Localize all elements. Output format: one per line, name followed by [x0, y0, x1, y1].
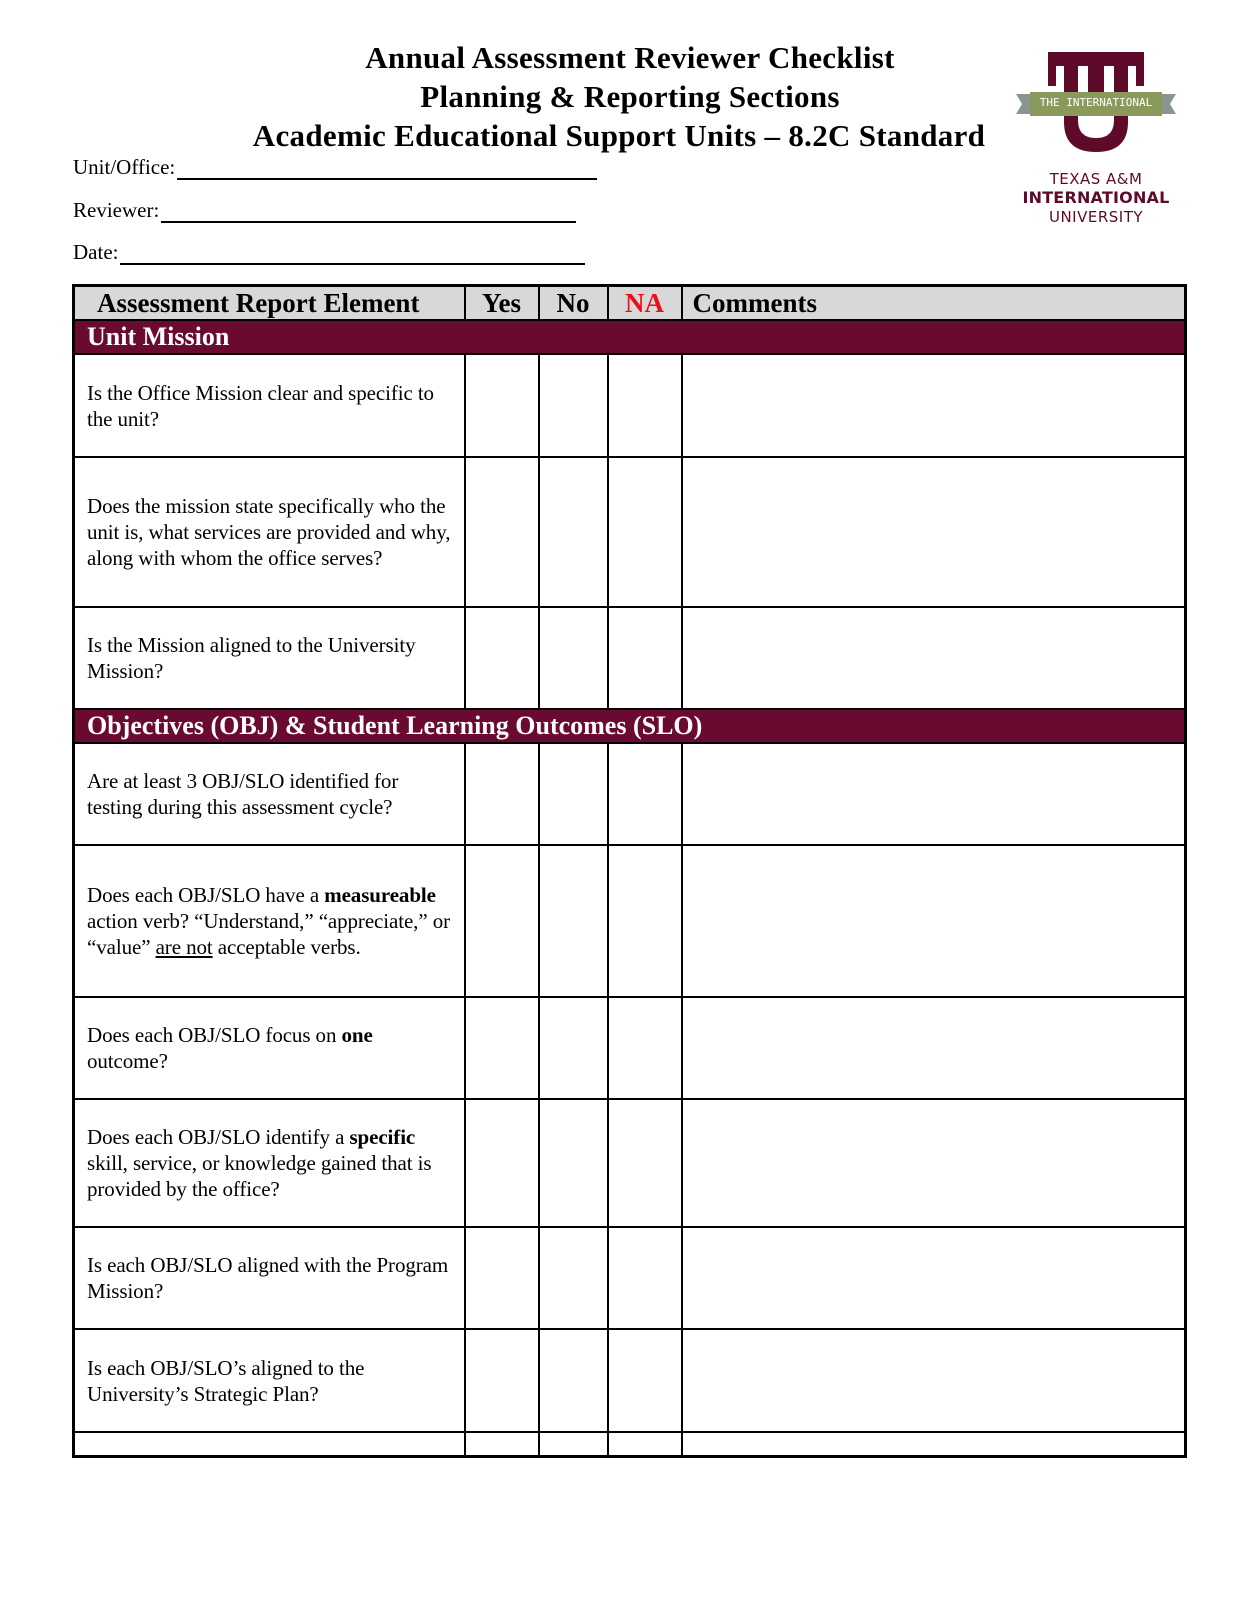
yes-cell[interactable] [465, 354, 539, 457]
no-cell[interactable] [539, 1227, 608, 1329]
question-cell: Does each OBJ/SLO have a measureable action verb? “Understand,” “appreciate,” or “value” are not acceptable verbs. [74, 845, 465, 997]
na-cell[interactable] [608, 1329, 682, 1432]
table-row [74, 457, 1186, 607]
comments-cell[interactable] [682, 1432, 1186, 1456]
comments-cell[interactable] [682, 1099, 1186, 1227]
question-cell: Is each OBJ/SLO’s aligned to the University’s Strategic Plan? [74, 1329, 465, 1432]
comments-cell[interactable] [682, 457, 1186, 607]
question-cell [74, 1432, 465, 1456]
comments-cell[interactable] [682, 845, 1186, 997]
section-title: Unit Mission [74, 320, 1186, 354]
comments-cell[interactable] [682, 1227, 1186, 1329]
no-cell[interactable] [539, 743, 608, 845]
comments-cell[interactable] [682, 354, 1186, 457]
title-line-3: Academic Educational Support Units – 8.2C Standard [252, 118, 986, 153]
yes-cell[interactable] [465, 1099, 539, 1227]
no-cell[interactable] [539, 1432, 608, 1456]
na-cell[interactable] [608, 1099, 682, 1227]
section-row-objectives [74, 709, 1186, 743]
na-cell[interactable] [608, 354, 682, 457]
logo-text-line-2: INTERNATIONAL [1022, 188, 1170, 207]
title-line-1: Annual Assessment Reviewer Checklist [365, 40, 895, 75]
document-title [200, 38, 1060, 155]
yes-cell[interactable] [465, 997, 539, 1099]
question-cell: Does the mission state specifically who the unit is, what services are provided and why, along with whom the office serves? [74, 457, 465, 607]
comments-cell[interactable] [682, 997, 1186, 1099]
yes-cell[interactable] [465, 743, 539, 845]
no-cell[interactable] [539, 997, 608, 1099]
na-cell[interactable] [608, 845, 682, 997]
no-cell[interactable] [539, 845, 608, 997]
table-row [74, 845, 1186, 997]
title-line-2: Planning & Reporting Sections [420, 79, 840, 114]
yes-cell[interactable] [465, 1329, 539, 1432]
question-cell: Is the Mission aligned to the University Mission? [74, 607, 465, 709]
unit-office-label: Unit/Office: [73, 155, 176, 179]
emphasis-underline: are not [155, 935, 213, 959]
table-row [74, 997, 1186, 1099]
table-row [74, 1099, 1186, 1227]
question-cell: Is each OBJ/SLO aligned with the Program Mission? [74, 1227, 465, 1329]
question-cell: Are at least 3 OBJ/SLO identified for testing during this assessment cycle? [74, 743, 465, 845]
emphasis-bold: one [341, 1023, 373, 1047]
na-cell[interactable] [608, 997, 682, 1099]
na-cell[interactable] [608, 743, 682, 845]
header-comments: Comments [682, 286, 1186, 321]
question-cell: Does each OBJ/SLO identify a specific skill, service, or knowledge gained that is provided by the office? [74, 1099, 465, 1227]
table-row [74, 607, 1186, 709]
header-yes: Yes [465, 286, 539, 321]
question-cell: Does each OBJ/SLO focus on one outcome? [74, 997, 465, 1099]
header-element: Assessment Report Element [74, 286, 465, 321]
section-title: Objectives (OBJ) & Student Learning Outcomes (SLO) [74, 709, 1186, 743]
unit-office-line[interactable] [177, 158, 597, 180]
date-line[interactable] [120, 243, 585, 265]
yes-cell[interactable] [465, 845, 539, 997]
section-row-unit-mission [74, 320, 1186, 354]
table-row-empty [74, 1432, 1186, 1456]
na-cell[interactable] [608, 1432, 682, 1456]
question-cell: Is the Office Mission clear and specific to the unit? [74, 354, 465, 457]
no-cell[interactable] [539, 457, 608, 607]
comments-cell[interactable] [682, 1329, 1186, 1432]
no-cell[interactable] [539, 1099, 608, 1227]
no-cell[interactable] [539, 607, 608, 709]
header-na: NA [608, 286, 682, 321]
yes-cell[interactable] [465, 457, 539, 607]
na-cell[interactable] [608, 607, 682, 709]
yes-cell[interactable] [465, 607, 539, 709]
reviewer-line[interactable] [161, 201, 576, 223]
date-field[interactable] [73, 240, 585, 265]
unit-office-field[interactable] [73, 155, 597, 180]
reviewer-field[interactable] [73, 198, 576, 223]
logo-text-line-3: UNIVERSITY [1048, 208, 1144, 226]
table-row [74, 1227, 1186, 1329]
na-cell[interactable] [608, 457, 682, 607]
checklist-table [72, 284, 1187, 1458]
comments-cell[interactable] [682, 743, 1186, 845]
logo-text-line-1: TEXAS A&M [1049, 170, 1143, 188]
no-cell[interactable] [539, 1329, 608, 1432]
comments-cell[interactable] [682, 607, 1186, 709]
table-header-row [74, 286, 1186, 321]
no-cell[interactable] [539, 354, 608, 457]
table-row [74, 354, 1186, 457]
emphasis-bold: specific [349, 1125, 416, 1149]
table-row [74, 1329, 1186, 1432]
yes-cell[interactable] [465, 1432, 539, 1456]
header-no: No [539, 286, 608, 321]
na-cell[interactable] [608, 1227, 682, 1329]
emphasis-bold: measureable [324, 883, 436, 907]
yes-cell[interactable] [465, 1227, 539, 1329]
logo-banner-text: THE INTERNATIONAL [1039, 96, 1153, 109]
date-label: Date: [73, 240, 119, 264]
table-row [74, 743, 1186, 845]
reviewer-label: Reviewer: [73, 198, 160, 222]
